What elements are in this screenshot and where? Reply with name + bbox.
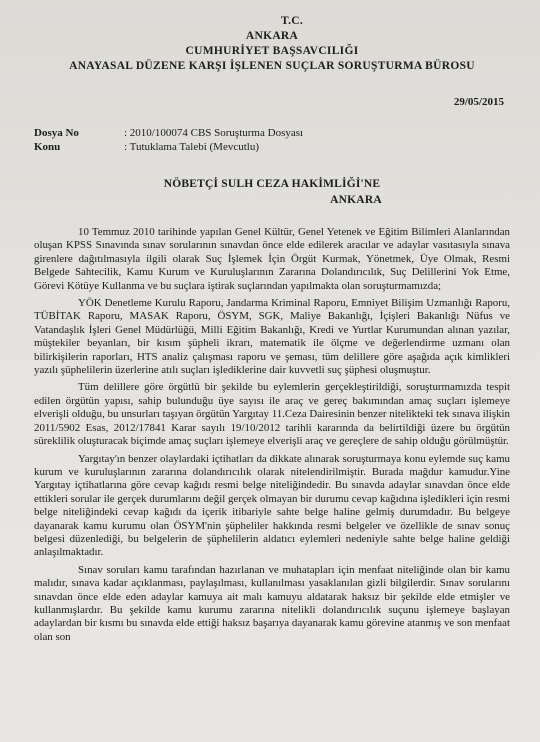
file-number-value: : 2010/100074 CBS Soruşturma Dosyası	[124, 127, 304, 139]
letterhead-tc: T.C.	[280, 15, 304, 27]
paragraph: Sınav soruları kamu tarafından hazırlanan ve muhatapları için menfaat niteliğinde olan bir kamu malıdır, sınava kadar açıklanması, paylaşılması, kullanılması yasaklanılan gizli bilgilerdir. Sınav sorularını sınavdan önce elde eden adaylar kamuya ait malı kamuyu aldatarak haksız bir şekilde elde etmişler ve kullanmışlardır. Bu şekilde kamu kurumu zararına nitelikli dolandırıcılık suçunu işlemeye başlayan adaylardan bir kısmı bu sınavda elde ettiği haksız başarıya dayanarak kamu görevine atanmış ve son menfaat olan son	[34, 563, 510, 643]
file-metadata	[34, 126, 510, 154]
subject-label: Konu	[34, 141, 61, 153]
document-date: 29/05/2015	[453, 96, 504, 108]
addressee-city: ANKARA	[330, 194, 382, 206]
paragraph: Tüm delillere göre örgütlü bir şekilde bu eylemlerin gerçekleştirildiği, soruşturmamızda tespit edilen örgütün yapısı, sahip bulunduğu üye sayısı ile araç ve gereç bakımından amaç suçları işlemeye elverişli olduğu, bu unsurları taşıyan örgütün Yargıtay 11.Ceza Dairesinin benzer nitelikteki tek sınava ilişkin 2011/5902 Esas, 2012/17841 Karar sayılı 19/10/2012 tarihli kararında da belirtildiği üzere bu örgütün süreklilik oluşturacak biçimde amaç suçları işlemeye elverişli araç ve gereçlere de sahip olduğu görülmüştür.	[34, 381, 510, 448]
letterhead	[34, 14, 510, 74]
paragraph: 10 Temmuz 2010 tarihinde yapılan Genel Kültür, Genel Yetenek ve Eğitim Bilimleri Alanlarından oluşan KPSS Sınavında sınav sorularının sınavdan önce elde edilerek aracılar ve adaylar vasıtasıyla sınava girenlere dağıtılmasıyla ilgili olarak Suç İşlemek İçin Örgüt Kurmak, Yönetmek, Üye Olmak, Resmi Belgede Sahtecilik, Kamu Kurum ve Kuruluşlarının Zararına Dolandırıcılık, Suç Delillerini Yok Etme, Görevi Kötüye Kullanma ve bu suçlara iştirak suçlarından yapılmakta olan soruşturmamızda;	[34, 226, 510, 292]
subject-value: : Tutuklama Talebi (Mevcutlu)	[124, 141, 259, 153]
file-number-label: Dosya No	[34, 127, 79, 139]
addressee	[34, 176, 510, 208]
addressee-court: NÖBETÇİ SULH CEZA HAKİMLİĞİ'NE	[163, 178, 381, 190]
letterhead-city: ANKARA	[245, 30, 299, 42]
paragraph: YÖK Denetleme Kurulu Raporu, Jandarma Kriminal Raporu, Emniyet Bilişim Uzmanlığı Raporu, TÜBİTAK Raporu, MASAK Raporu, ÖSYM, SGK, Maliye Bakanlığı, İçişleri Bakanlığı Nüfus ve Vatandaşlık İşleri Genel Müdürlüğü, Milli Eğitim Bakanlığı, Kredi ve Yurtlar Kurumundan alınan yazılar, müştekiler beyanları, bir kısım şüpheli ikrarı, matematik ile ölçme ve değerlendirme uzmanı olan bilirkişilerin raporları, HTS analiz çalışması raporu ve şeması, tüm delillere göre aşağıda açık kimlikleri yazılı şüphelilerin üzerlerine atılı suçları işlediklerine dair kuvvetli suç şüphesi oluşmuştur.	[34, 297, 510, 377]
paragraph: Yargıtay'ın benzer olaylardaki içtihatları da dikkate alınarak soruşturmaya konu eylemde suç kamu kurum ve kuruluşlarının zararına dolandırıcılık olarak nitelendirilmiştir. Burada mağdur kamudur.Yine Yargıtay içtihatlarına göre cevap kağıdı resmi belge niteliğindedir. Bu sınavda adaylar sınavdan önce elde ettikleri sorular ile gerçek durumlarını değil gerçek olmayan bir durumu cevap kağıdına işledikleri için resmi belge niteliğindeki cevap kağıdı da içerik itibariyle sahte belge haline gelmiş durumdadır. Bu belgeye dayanarak kamu kurumu olan ÖSYM'nin şüpheliler hakkında resmi belgeler ve özellikle de sınav sonuç belgesi düzenlediği, bu belgelerin de şüphelilerin aldatıcı eylemleri nedeniyle sahte belge haline geldiği anlaşılmaktadır.	[34, 452, 510, 559]
letterhead-bureau: ANAYASAL DÜZENE KARŞI İŞLENEN SUÇLAR SORUŞTURMA BÜROSU	[69, 60, 475, 72]
document-body	[34, 226, 510, 644]
letterhead-office: CUMHURİYET BAŞSAVCILIĞI	[185, 45, 359, 57]
